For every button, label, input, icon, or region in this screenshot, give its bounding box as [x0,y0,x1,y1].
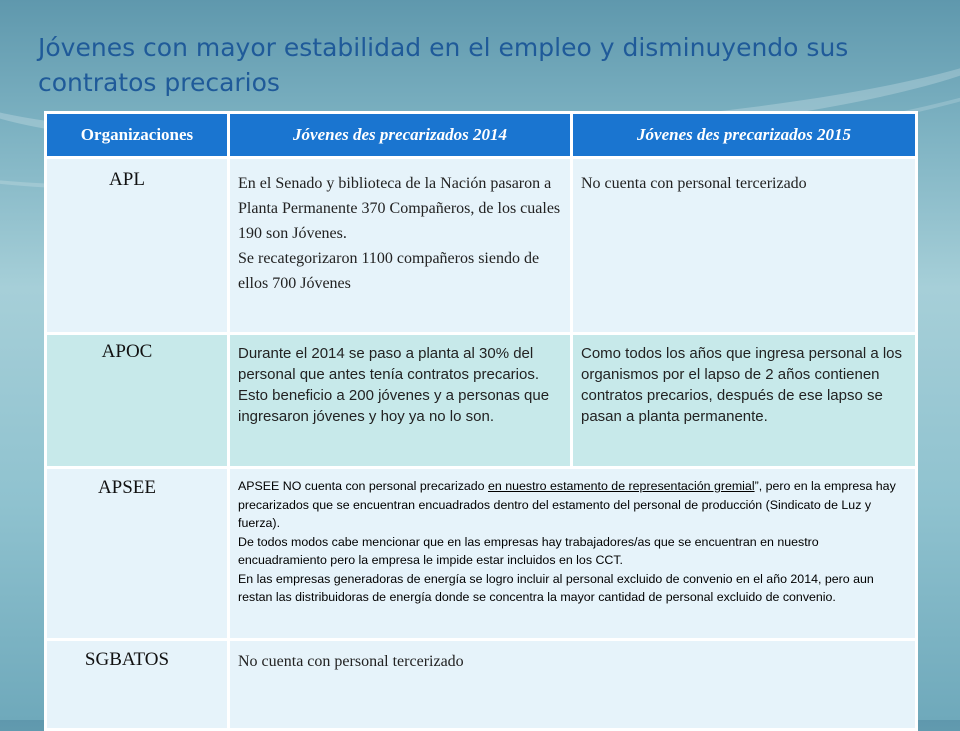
table-row-apoc [46,334,917,468]
cell-paragraph: De todos modos cabe mencionar que en las empresas hay trabajadores/as que se encuentran en nuestro encuadramiento pero la empresa le impide estar incluidos en los CCT. [238,534,819,567]
org-cell [46,158,229,334]
cell-paragraph [238,477,907,533]
org-name: APOC [101,341,153,362]
org-name: SGBATOS [84,649,170,670]
cell-paragraph: Se recategorizaron 1100 compañeros siendo de ellos 700 Jóvenes [238,250,540,292]
cell-paragraph: Durante el 2014 se paso a planta al 30% del personal que antes tenía contratos precarios. Esto beneficio a 200 jóvenes y a personas que ingresaron jóvenes y hoy ya no lo son. [238,345,550,425]
cell-paragraph: En el Senado y biblioteca de la Nación pasaron a Planta Permanente 370 Compañeros, de los cuales 190 son Jóvenes. [238,175,561,242]
cell-paragraph: En las empresas generadoras de energía se logro incluir al personal excluido de convenio en el año 2014, pero aun restan las distribuidoras de energía donde se concentra la mayor cantidad de personal excluido de convenio. [238,571,874,604]
text-segment: APSEE NO cuenta con personal precarizado [238,479,489,493]
header-2015: Jóvenes des precarizados 2015 [572,113,917,158]
org-cell [46,468,229,640]
organizations-table [44,111,918,731]
text-segment: ”, pero en la empresa hay precarizados que se encuentran encuadrados dentro del estamento del personal de producción (Sindicato de Luz y fuerza). [238,479,896,530]
slide-title: Jóvenes con mayor estabilidad en el empleo y disminuyendo sus contratos precarios [38,33,849,97]
org-cell [46,640,229,730]
cell-apsee-text [229,468,917,640]
table-row-sgbatos [46,640,917,730]
underlined-text: en nuestro estamento de representación gremial [488,479,755,493]
header-2014: Jóvenes des precarizados 2014 [229,113,572,158]
org-name: APL [109,169,145,190]
org-name: APSEE [97,477,157,498]
cell-2015 [572,158,917,334]
cell-2014 [229,334,572,468]
cell-paragraph: Como todos los años que ingresa personal a los organismos por el lapso de 2 años contienen contratos precarios, después de ese lapso se pasan a planta permanente. [581,345,903,425]
cell-2015 [572,334,917,468]
cell-2014 [229,158,572,334]
header-organizaciones: Organizaciones [46,113,229,158]
cell-sgbatos-text [229,640,917,730]
table-row-apsee [46,468,917,640]
cell-paragraph: No cuenta con personal tercerizado [581,175,807,192]
cell-paragraph: No cuenta con personal tercerizado [238,653,464,670]
table-header-row [46,113,917,158]
org-cell [46,334,229,468]
table-row-apl [46,158,917,334]
